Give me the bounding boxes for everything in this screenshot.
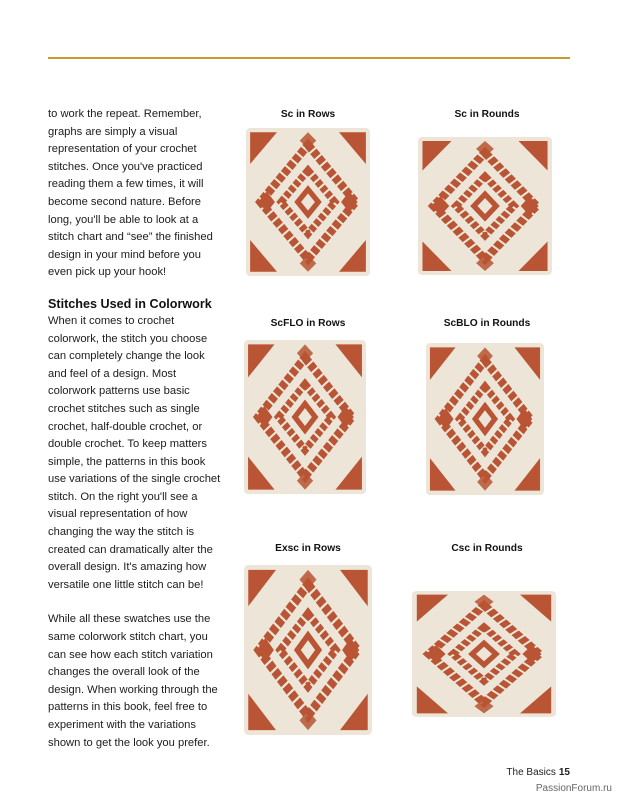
swatch-caption-sc-rounds: Sc in Rounds [454,109,520,120]
body-paragraph-2: When it comes to crochet colorwork, the stitch you choose can completely change the look and feel of a design. Most colorwork patterns use basic crochet stitches such as single crochet, half-double crochet, or double crochet. To keep matters simple, the patterns in this book use variations of the single crochet stitch. On the right you'll see a visual representation of how changing the way the stitch is created can dramatically alter the overall design. It's amazing how versatile one little stitch can be! [48,314,221,591]
section-heading: Stitches Used in Colorwork [48,296,212,311]
swatch-caption-sc-rows: Sc in Rows [280,109,336,120]
swatch-caption-scblo-rounds: ScBLO in Rounds [443,318,531,329]
page-footer [506,767,570,778]
swatch-scflo-rows [244,340,366,494]
body-paragraph-1: to work the repeat. Remember, graphs are simply a visual representation of your crochet stitches. Once you've practiced reading them a few times, it will become second nature. Before long, you'll be able to look at a stitch chart and “see” the finished design in your mind before you even pick up your hook! [48,108,213,279]
footer-section-title: The Basics [506,767,556,778]
swatch-sc-rows [246,128,370,276]
swatch-caption-csc-rounds: Csc in Rounds [451,543,523,554]
watermark: PassionForum.ru [535,783,612,794]
body-paragraph-3: While all these swatches use the same colorwork stitch chart, you can see how each stitch variation changes the overall look of the design. When working through the patterns in this book, feel free to experiment with the variations shown to get the look you prefer. [48,613,218,749]
body-text-column [48,106,223,752]
swatch-caption-exsc-rows: Exsc in Rows [275,543,341,554]
page-number: 15 [558,767,570,778]
swatch-caption-scflo-rows: ScFLO in Rows [270,318,346,329]
swatch-scblo-rounds [426,343,544,495]
swatch-csc-rounds [412,591,556,717]
swatch-sc-rounds [418,137,552,275]
swatch-exsc-rows [244,565,372,735]
top-rule [48,57,570,59]
